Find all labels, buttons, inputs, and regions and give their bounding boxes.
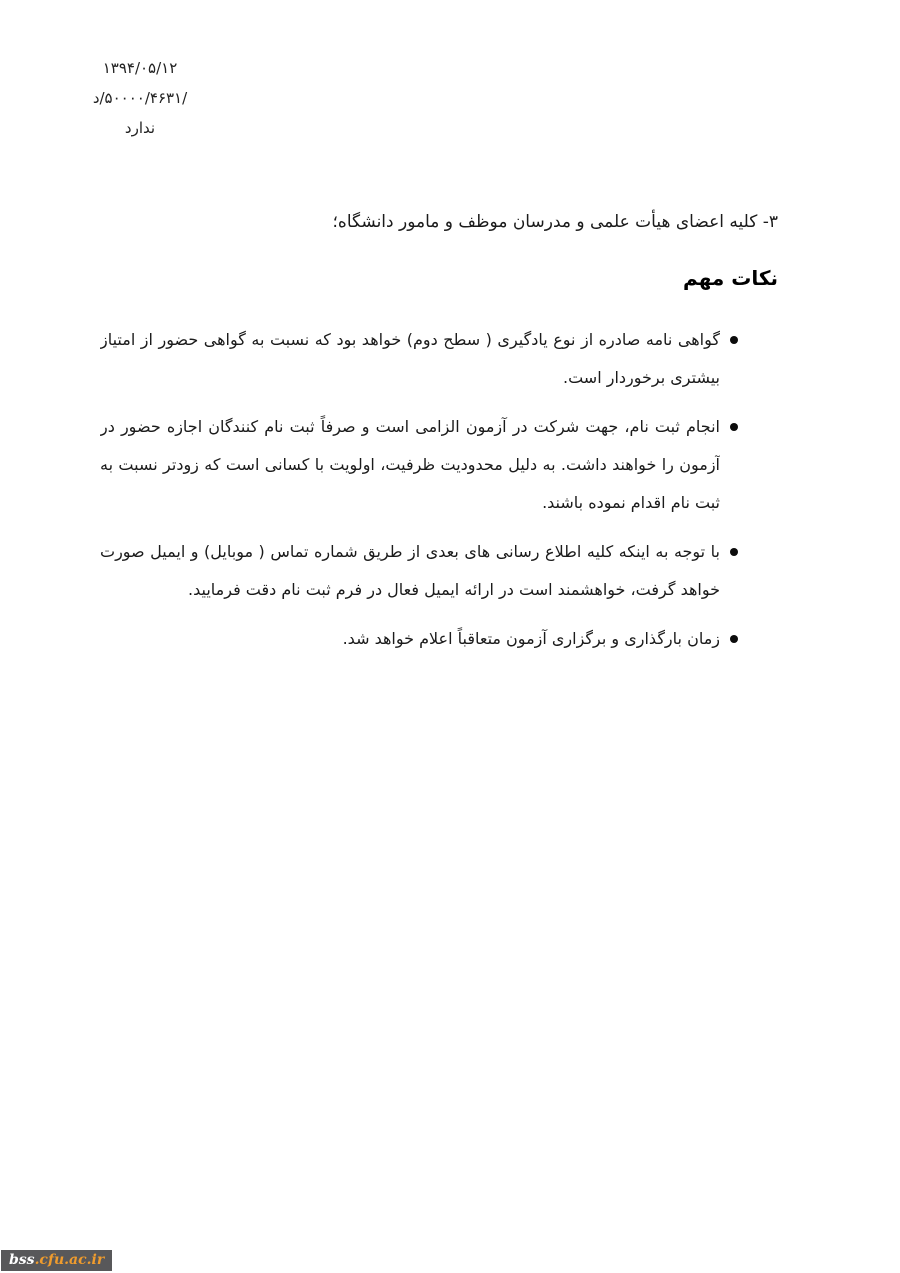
bullet-list [100,321,720,669]
letter-number: د/۵۰۰۰۰/۴۶۳۱/ [92,89,188,107]
bullet-line: زمان بارگذاری و برگزاری آزمون متعاقباً اعلام خواهد شد. [342,629,720,648]
site-badge-suffix: .cfu.ac.ir [34,1252,105,1268]
bullet-item [100,321,720,397]
letter-attachment: ندارد [124,119,156,137]
bullet-line: خواهد گرفت، خواهشمند است در ارائه ایمیل فعال در فرم ثبت نام دقت فرمایید. [188,580,720,599]
bullet-item [100,533,720,609]
letterhead-block [55,53,225,143]
letter-date: ۱۳۹۴/۰۵/۱۲ [102,59,178,77]
bullet-item [100,620,720,658]
bullet-line: بیشتری برخوردار است. [562,368,720,387]
site-badge [1,1250,112,1271]
bullet-icon [730,336,738,344]
site-badge-prefix: bss [9,1252,35,1268]
bullet-line: انجام ثبت نام، جهت شرکت در آزمون الزامی است و صرفاً ثبت نام کنندگان اجازه حضور در [100,417,720,436]
bullet-line: ثبت نام اقدام نموده باشند. [542,493,720,512]
bullet-line: گواهی نامه صادره از نوع یادگیری ( سطح دوم) خواهد بود که نسبت به گواهی حضور از امتیاز [100,330,720,349]
bullet-line: با توجه به اینکه کلیه اطلاع رسانی های بعدی از طریق شماره تماس ( موبایل) و ایمیل صورت [100,542,720,561]
bullet-icon [730,423,738,431]
bullet-line: آزمون را خواهند داشت. به دلیل محدودیت ظرفیت، اولویت با کسانی است که زودتر نسبت به [100,455,720,474]
important-notes-heading: نکات مهم [683,266,778,290]
addressee-item-3: ۳- کلیه اعضای هیأت علمی و مدرسان موظف و مامور دانشگاه؛ [332,212,778,232]
bullet-icon [730,635,738,643]
bullet-item [100,408,720,522]
bullet-icon [730,548,738,556]
